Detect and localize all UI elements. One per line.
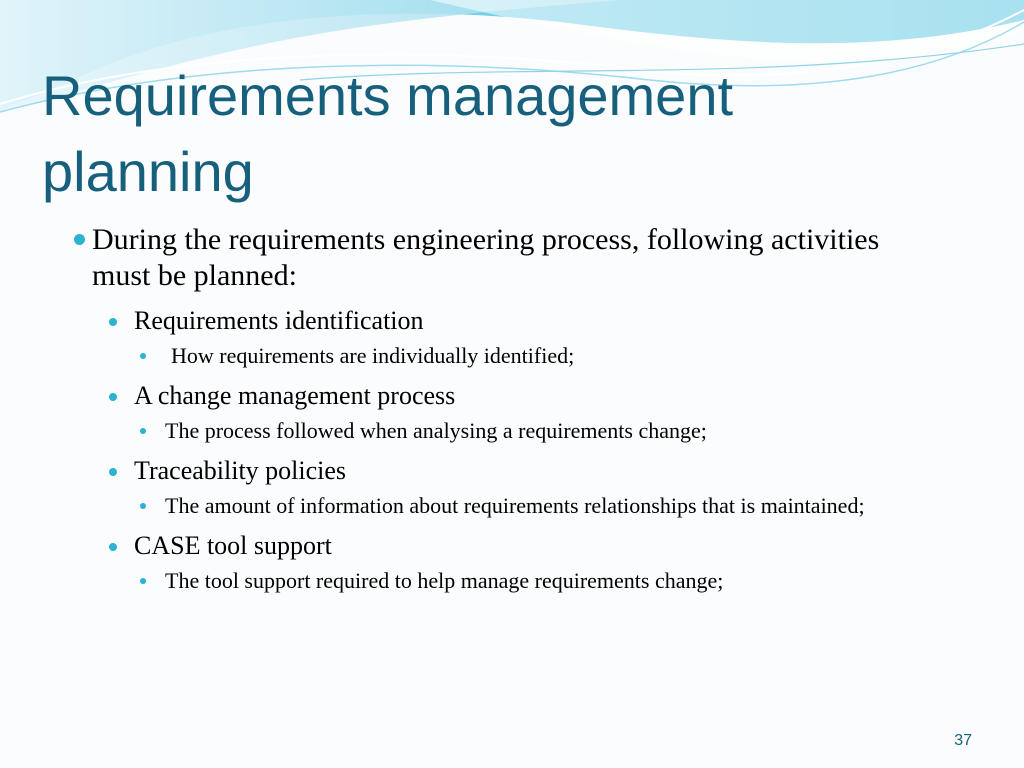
bullet-item-level2 bbox=[134, 456, 934, 486]
bullet-text: The amount of information about requirements relationships that is maintained; bbox=[165, 493, 865, 518]
bullet-text: During the requirements engineering process, following activities must be planned: bbox=[92, 223, 880, 292]
bullet-dot-icon bbox=[109, 318, 117, 326]
bullet-dot-icon bbox=[109, 543, 117, 551]
bullet-text: How requirements are individually identified; bbox=[171, 343, 575, 368]
page-number: 37 bbox=[954, 732, 972, 749]
bullet-dot-icon bbox=[140, 578, 146, 584]
bullet-item-level1 bbox=[92, 222, 932, 294]
bullet-dot-icon bbox=[109, 393, 117, 401]
bullet-item-level3 bbox=[165, 567, 935, 594]
bullet-list bbox=[0, 222, 1024, 594]
bullet-text: A change management process bbox=[134, 381, 456, 410]
bullet-item-level3 bbox=[165, 342, 935, 369]
bullet-text: The process followed when analysing a requirements change; bbox=[165, 418, 707, 443]
bullet-dot-icon bbox=[140, 428, 146, 434]
bullet-text: The tool support required to help manage requirements change; bbox=[165, 568, 724, 593]
bullet-text: CASE tool support bbox=[134, 531, 332, 560]
bullet-dot-icon bbox=[74, 234, 85, 245]
bullet-text: Requirements identification bbox=[134, 306, 424, 335]
bullet-item-level3 bbox=[165, 492, 935, 519]
slide-title: Requirements management planning bbox=[42, 64, 734, 203]
bullet-item-level3 bbox=[165, 417, 935, 444]
bullet-text: Traceability policies bbox=[134, 456, 347, 485]
bullet-dot-icon bbox=[140, 503, 146, 509]
bullet-dot-icon bbox=[109, 468, 117, 476]
bullet-item-level2 bbox=[134, 531, 934, 561]
bullet-item-level2 bbox=[134, 306, 934, 336]
bullet-dot-icon bbox=[140, 353, 146, 359]
bullet-item-level2 bbox=[134, 381, 934, 411]
